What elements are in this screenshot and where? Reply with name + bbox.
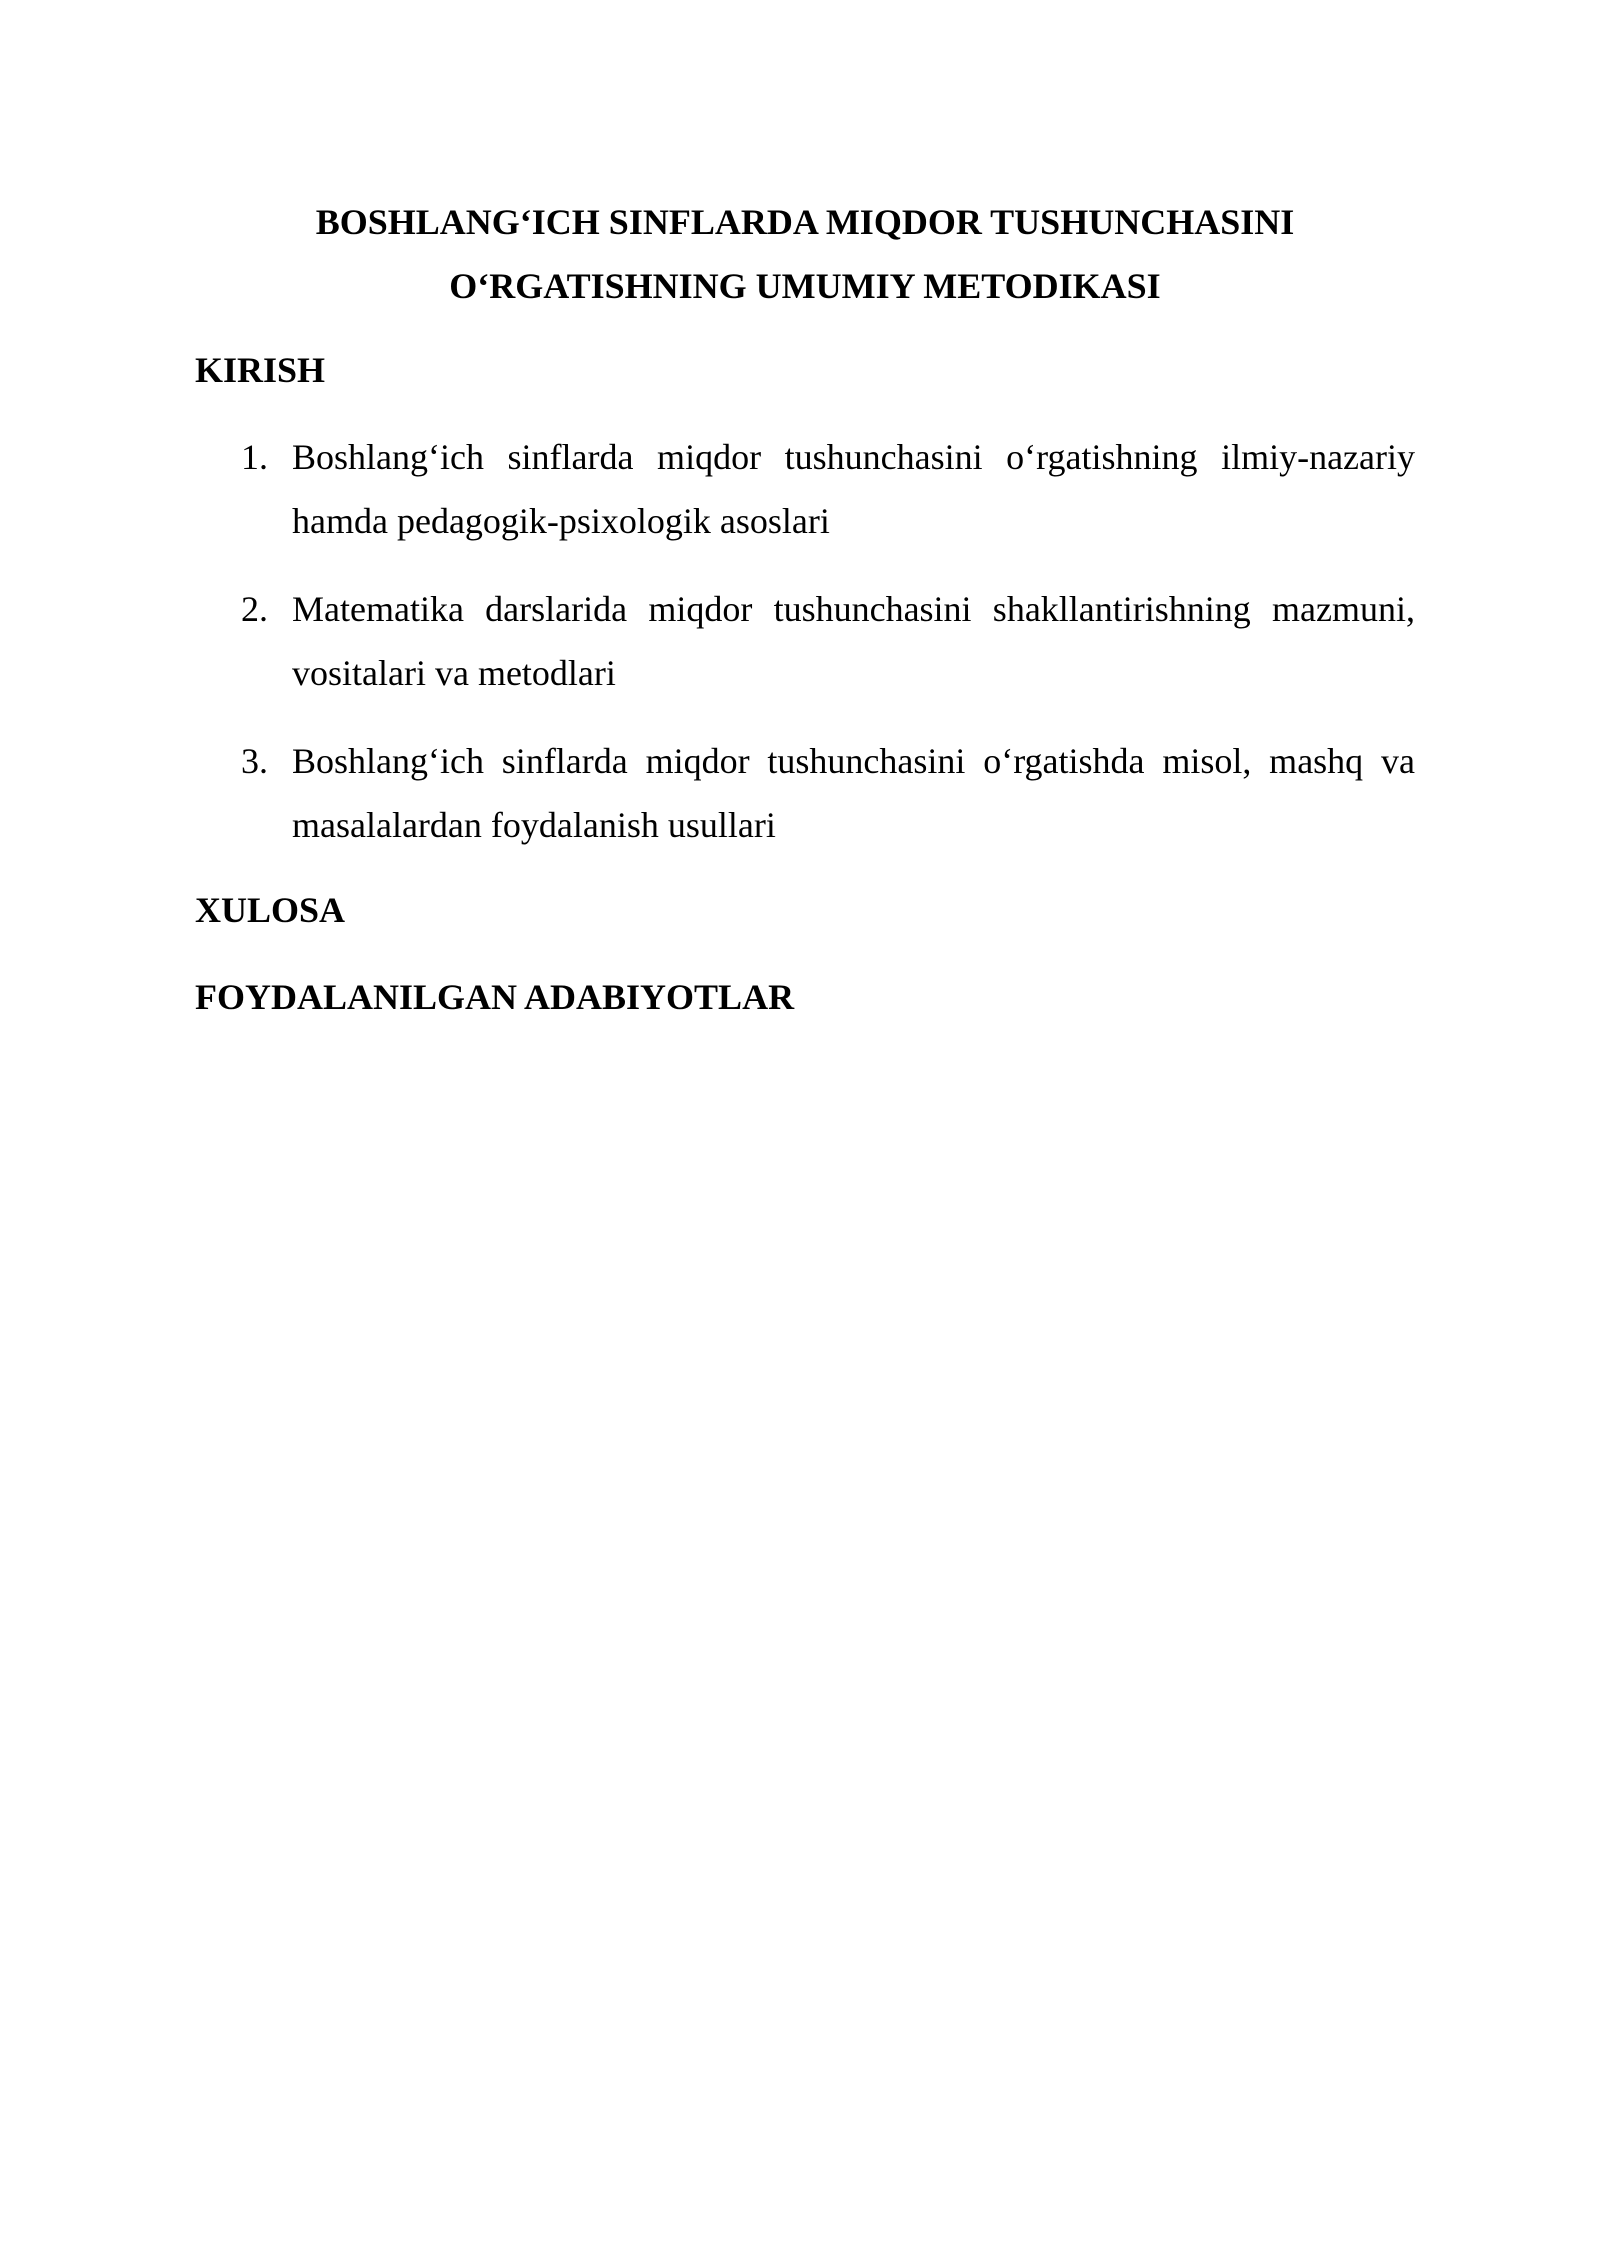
title-line-1: BOSHLANG‘ICH SINFLARDA MIQDOR TUSHUNCHASINI	[315, 202, 1295, 242]
toc-item-text-line: vositalari va metodlari	[292, 653, 616, 693]
toc-item-text-line: hamda pedagogik-psixologik asoslari	[292, 501, 830, 541]
toc-item-text-line: Matematika darslarida miqdor tushunchasini shakllantirishning mazmuni,	[292, 589, 1415, 629]
title-line-2: O‘RGATISHNING UMUMIY METODIKASI	[449, 266, 1161, 306]
toc-item-number: 2.	[241, 589, 268, 629]
toc-item-number: 1.	[241, 437, 268, 477]
toc-item-text-line: Boshlang‘ich sinflarda miqdor tushunchasini o‘rgatishda misol, mashq va	[292, 741, 1415, 781]
document-title	[195, 190, 1415, 318]
toc-item-number: 3.	[241, 741, 268, 781]
toc-item-text-line: Boshlang‘ich sinflarda miqdor tushunchasini o‘rgatishning ilmiy-nazariy	[292, 437, 1415, 477]
table-of-contents	[195, 425, 1415, 881]
references-heading: FOYDALANILGAN ADABIYOTLAR	[195, 977, 795, 1017]
intro-heading: KIRISH	[195, 350, 326, 390]
conclusion-heading: XULOSA	[195, 890, 346, 930]
toc-item-3	[195, 729, 1415, 857]
toc-item-text-line: masalalardan foydalanish usullari	[292, 805, 776, 845]
toc-item-2	[195, 577, 1415, 705]
toc-item-1	[195, 425, 1415, 553]
